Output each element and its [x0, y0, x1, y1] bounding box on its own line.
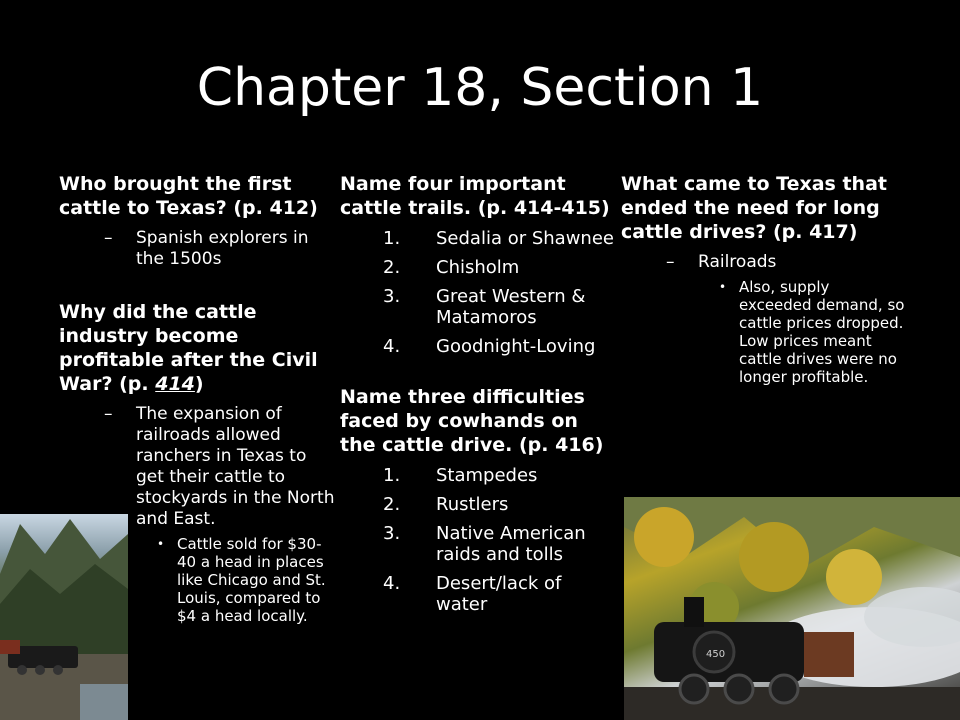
answer-text: Spanish explorers in the 1500s	[136, 228, 309, 269]
item-text: Rustlers	[436, 494, 509, 515]
difficulties-list	[340, 465, 615, 615]
mountain-scene-graphic	[0, 514, 128, 720]
answer-profitable	[59, 404, 339, 530]
svg-text:450: 450	[706, 649, 726, 660]
item-number: 2.	[383, 494, 401, 515]
page-link-414[interactable]: 414	[155, 373, 195, 395]
item-text: Chisholm	[436, 257, 520, 278]
bullet-marker: •	[157, 537, 165, 551]
question-close: )	[194, 373, 204, 395]
dash-marker: –	[104, 228, 113, 248]
list-item	[340, 228, 615, 249]
list-item	[340, 286, 615, 328]
dash-marker: –	[104, 404, 113, 424]
question-difficulties: Name three difficulties faced by cowhands on the cattle drive. (p. 416)	[340, 386, 604, 456]
item-number: 3.	[383, 523, 401, 544]
locomotive-scene-graphic	[624, 497, 960, 720]
list-item	[340, 573, 615, 615]
list-item	[340, 465, 615, 486]
item-text: Native American raids and tolls	[436, 523, 586, 565]
item-number: 4.	[383, 573, 401, 594]
answer-text: The expansion of railroads allowed ranchers in Texas to get their cattle to stockyards in the North and East.	[136, 404, 335, 529]
bullet-marker: •	[719, 280, 727, 294]
item-text: Great Western & Matamoros	[436, 286, 586, 328]
list-item	[340, 336, 615, 357]
detail-text: Also, supply exceeded demand, so cattle prices dropped. Low prices meant cattle drives were no longer profitable.	[739, 278, 905, 386]
item-number: 1.	[383, 465, 401, 486]
trails-list	[340, 228, 615, 357]
train-in-mountain-valley-photo	[0, 514, 128, 720]
answer-railroads-detail	[621, 278, 906, 386]
list-item	[340, 257, 615, 278]
answer-text: Railroads	[698, 252, 777, 272]
item-text: Stampedes	[436, 465, 538, 486]
item-text: Sedalia or Shawnee	[436, 228, 614, 249]
item-number: 1.	[383, 228, 401, 249]
question-first-cattle: Who brought the first cattle to Texas? (p. 412)	[59, 173, 318, 219]
question-profitable	[59, 300, 339, 396]
list-item	[340, 494, 615, 515]
list-item	[340, 523, 615, 565]
column-3	[621, 172, 906, 386]
item-number: 4.	[383, 336, 401, 357]
steam-locomotive-autumn-photo	[624, 497, 960, 720]
question-railroads: What came to Texas that ended the need for long cattle drives? (p. 417)	[621, 173, 887, 243]
question-cattle-trails: Name four important cattle trails. (p. 414-415)	[340, 173, 610, 219]
item-text: Desert/lack of water	[436, 573, 562, 615]
question-text: Why did the cattle industry become profitable after the Civil War? (p.	[59, 301, 318, 395]
item-number: 3.	[383, 286, 401, 307]
dash-marker: –	[666, 252, 675, 272]
slide-title: Chapter 18, Section 1	[196, 58, 764, 118]
item-text: Goodnight-Loving	[436, 336, 596, 357]
answer-railroads	[621, 252, 906, 273]
column-2	[340, 172, 615, 623]
answer-first-cattle	[59, 228, 339, 270]
detail-text: Cattle sold for $30-40 a head in places like Chicago and St. Louis, compared to $4 a head locally.	[177, 535, 326, 625]
item-number: 2.	[383, 257, 401, 278]
